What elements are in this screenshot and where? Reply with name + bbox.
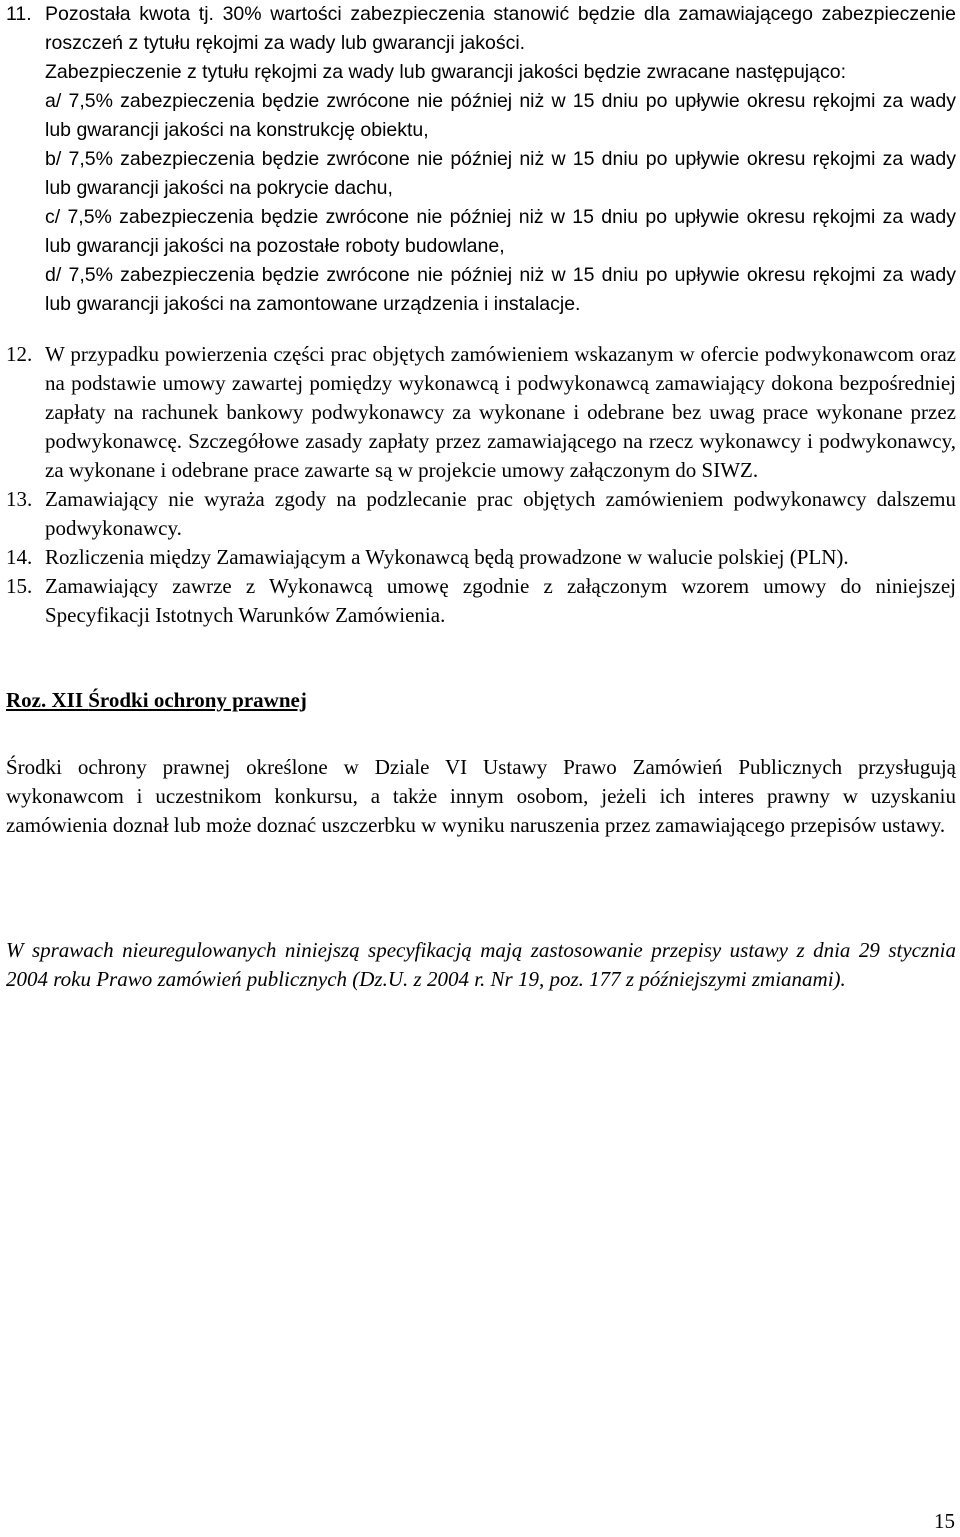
legal-remedies-paragraph: Środki ochrony prawnej określone w Dziale VI Ustawy Prawo Zamówień Publicznych przysługują wykonawcom i uczestnikom konkursu, a także innym osobom, jeżeli ich interes prawny w uzyskaniu zamówienia doznał lub może doznać uszczerbku w wyniku naruszenia przez zamawiającego przepisów ustawy.: [6, 755, 956, 837]
section-heading: [6, 686, 956, 715]
item-number: 14.: [6, 545, 33, 569]
item-number: 15.: [6, 574, 33, 598]
sub-item-a: a/ 7,5% zabezpieczenia będzie zwrócone nie później niż w 15 dniu po upływie okresu rękojmi za wady lub gwarancji jakości na konstrukcję obiektu,: [45, 90, 956, 141]
item-text: Zamawiający zawrze z Wykonawcą umowę zgodnie z załączonym wzorem umowy do niniejszej Specyfikacji Istotnych Warunków Zamówienia.: [45, 574, 956, 627]
final-note-paragraph: W sprawach nieuregulowanych niniejszą specyfikacją mają zastosowanie przepisy ustawy z dnia 29 stycznia 2004 roku Prawo zamówień publicznych (Dz.U. z 2004 r. Nr 19, poz. 177 z późniejszymi zmianami).: [6, 938, 956, 991]
page-number: 15: [934, 1509, 955, 1533]
document-page: [6, 0, 956, 994]
item-text: Pozostała kwota tj. 30% wartości zabezpieczenia stanowić będzie dla zamawiającego zabezpieczenie roszczeń z tytułu rękojmi za wady lub gwarancji jakości.: [45, 3, 956, 54]
item-number: 13.: [6, 487, 33, 511]
item-text: Zabezpieczenie z tytułu rękojmi za wady lub gwarancji jakości będzie zwracane następująco:: [45, 61, 846, 83]
list-item-11: [6, 0, 956, 319]
item-text: W przypadku powierzenia części prac objętych zamówieniem wskazanym w ofercie podwykonawcom oraz na podstawie umowy zawartej pomiędzy wykonawcą i podwykonawcą zamawiający dokona bezpośredniej zapłaty na rachunek bankowy podwykonawcy za wykonane i odebrane bez uwag prace wykonane przez podwykonawcę. Szczegółowe zasady zapłaty przez zamawiającego na rzecz wykonawcy i podwykonawcy, za wykonane i odebrane prace zawarte są w projekcie umowy załączonym do SIWZ.: [45, 342, 956, 482]
list-item-12: [6, 340, 956, 485]
section-prefix: Roz. XII: [6, 688, 89, 712]
list-item-14: [6, 543, 956, 572]
list-item-13: [6, 485, 956, 543]
item-text: Zamawiający nie wyraża zgody na podzlecanie prac objętych zamówieniem podwykonawcy dalszemu podwykonawcy.: [45, 487, 956, 540]
item-number: 12.: [6, 342, 33, 366]
list-item-15: [6, 572, 956, 630]
sub-item-b: b/ 7,5% zabezpieczenia będzie zwrócone nie później niż w 15 dniu po upływie okresu rękojmi za wady lub gwarancji jakości na pokrycie dachu,: [45, 148, 956, 199]
sub-item-d: d/ 7,5% zabezpieczenia będzie zwrócone nie później niż w 15 dniu po upływie okresu rękojmi za wady lub gwarancji jakości na zamontowane urządzenia i instalacje.: [45, 264, 956, 315]
item-text: Rozliczenia między Zamawiającym a Wykonawcą będą prowadzone w walucie polskiej (PLN).: [45, 545, 849, 569]
sub-item-c: c/ 7,5% zabezpieczenia będzie zwrócone nie później niż w 15 dniu po upływie okresu rękojmi za wady lub gwarancji jakości na pozostałe roboty budowlane,: [45, 206, 956, 257]
section-title: Środki ochrony prawnej: [88, 688, 307, 712]
item-number: 11.: [6, 3, 32, 25]
